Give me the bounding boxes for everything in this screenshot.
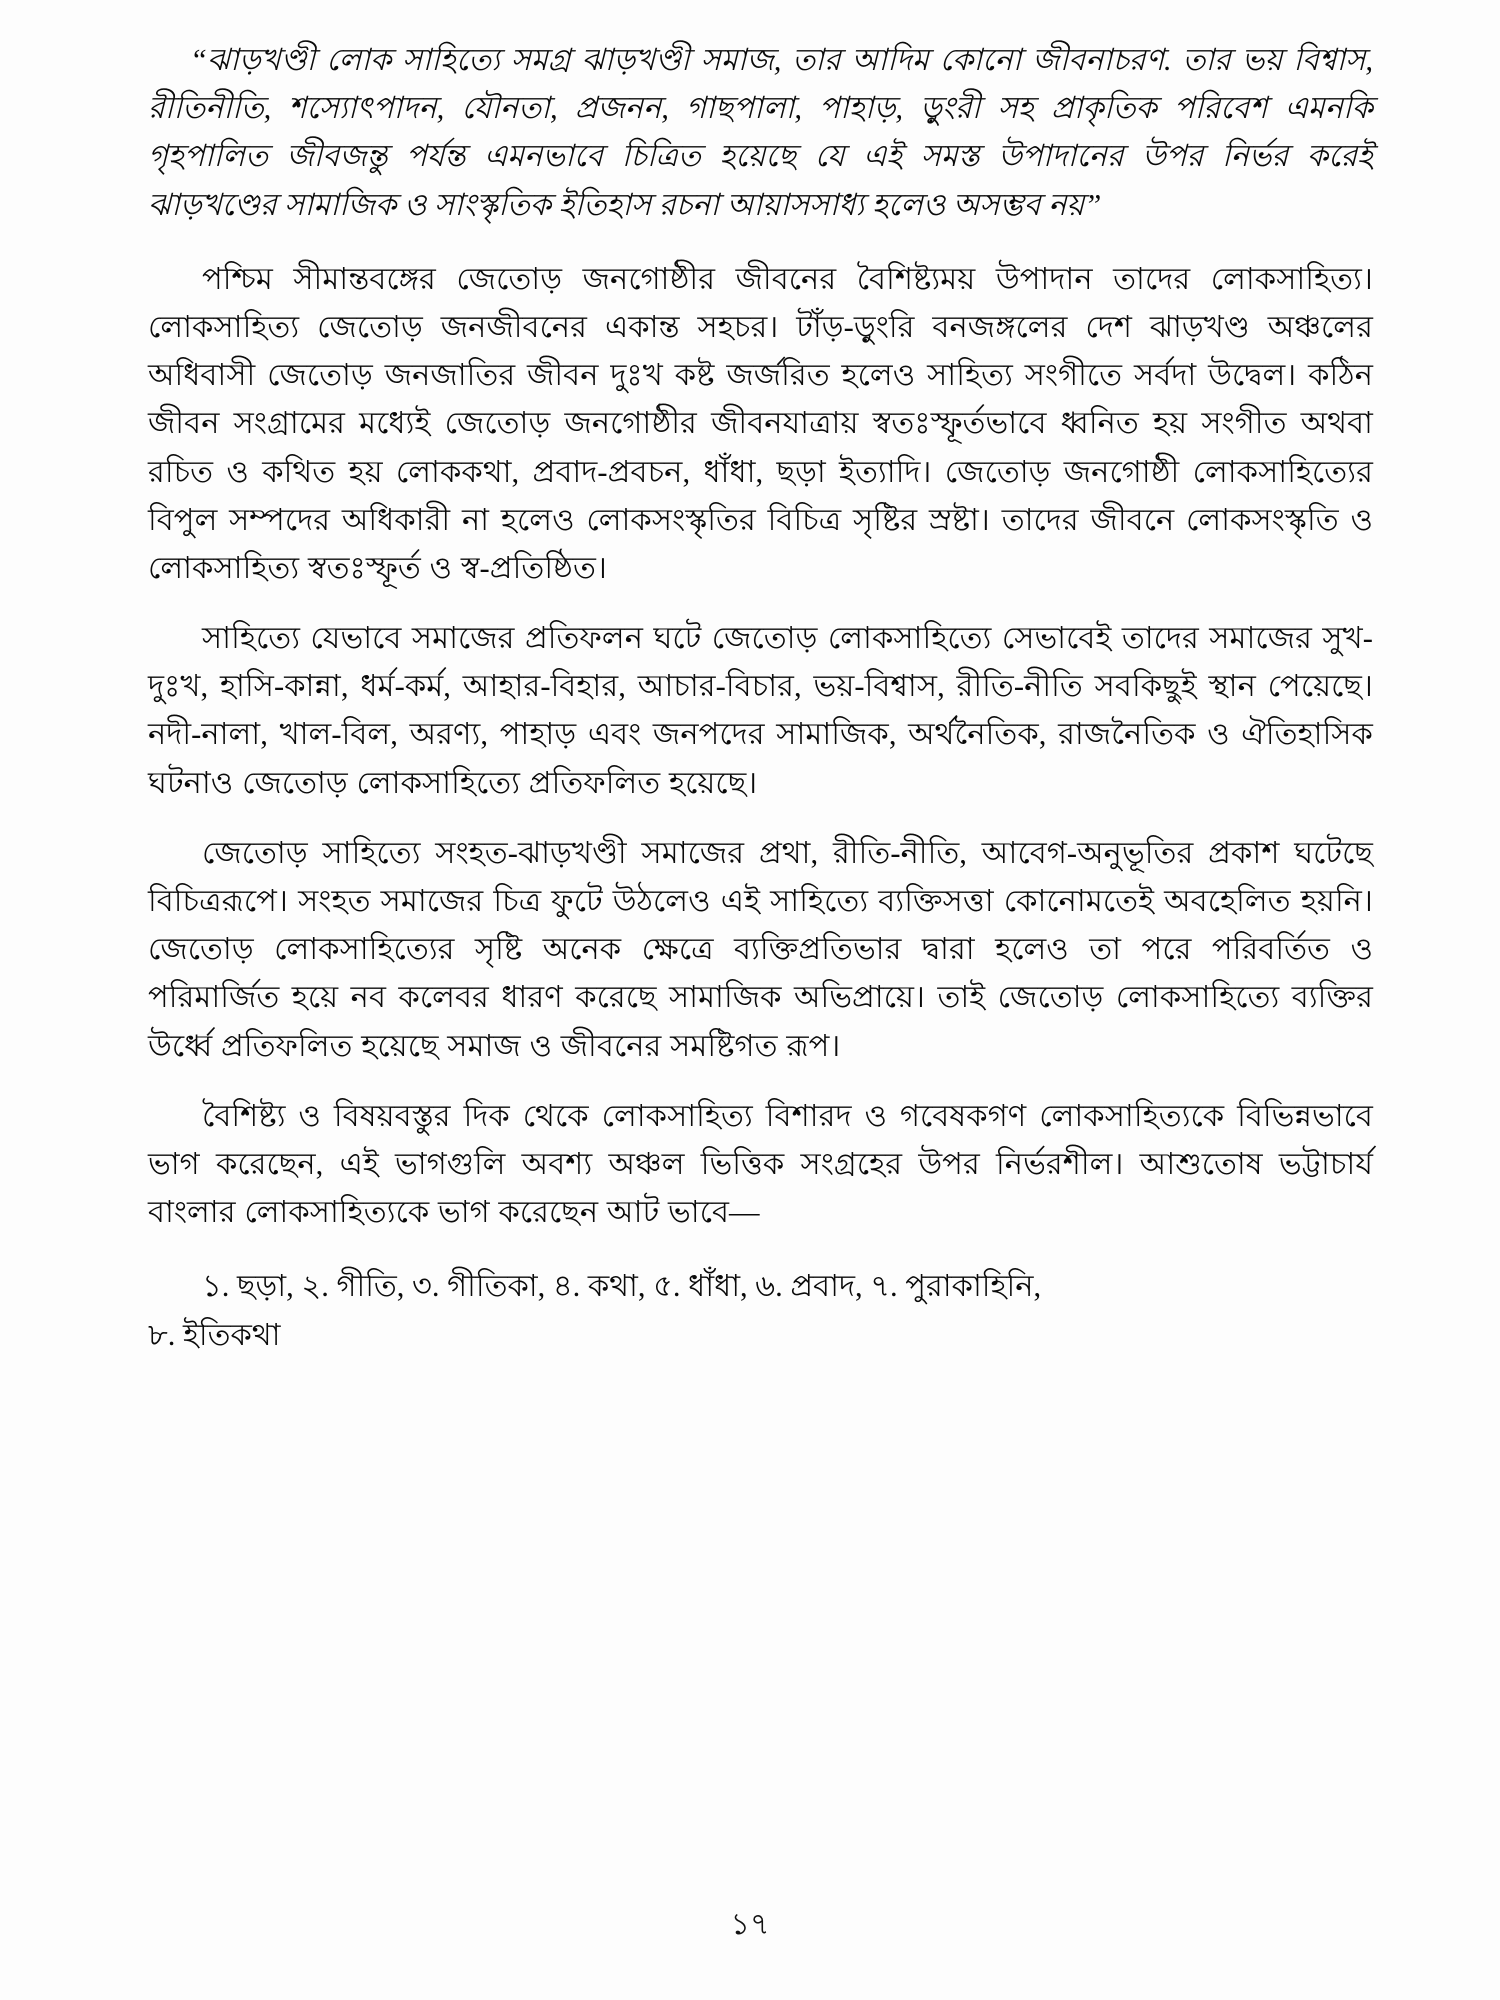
paragraph-4: বৈশিষ্ট্য ও বিষয়বস্তুর দিক থেকে লোকসাহিত্য বিশারদ ও গবেষকগণ লোকসাহিত্যকে বিভিন্নভাবে ভাগ করেছেন, এই ভাগগুলি অবশ্য অঞ্চল ভিত্তিক সংগ্রহের উপর নির্ভরশীল। আশুতোষ ভট্টাচার্য বাংলার লোকসাহিত্যকে ভাগ করেছেন আট ভাবে—	[148, 1098, 1373, 1230]
list-line-2: ৮. ইতিকথা	[148, 1317, 281, 1352]
paragraph-3: জেতোড় সাহিত্যে সংহত-ঝাড়খণ্ডী সমাজের প্রথা, রীতি-নীতি, আবেগ-অনুভূতির প্রকাশ ঘটেছে বিচিত্ররূপে। সংহত সমাজের চিত্র ফুটে উঠলেও এই সাহিত্যে ব্যক্তিসত্তা কোনোমতেই অবহেলিত হয়নি। জেতোড় লোকসাহিত্যের সৃষ্টি অনেক ক্ষেত্রে ব্যক্তিপ্রতিভার দ্বারা হলেও তা পরে পরিবর্তিত ও পরিমার্জিত হয়ে নব কলেবর ধারণ করেছে সামাজিক অভিপ্রায়ে। তাই জেতোড় লোকসাহিত্যে ব্যক্তির উর্ধ্বে প্রতিফলিত হয়েছে সমাজ ও জীবনের সমষ্টিগত রূপ।	[148, 835, 1373, 1063]
page-content	[148, 36, 1373, 1359]
paragraph-1: পশ্চিম সীমান্তবঙ্গের জেতোড় জনগোষ্ঠীর জীবনের বৈশিষ্ট্যময় উপাদান তাদের লোকসাহিত্য। লোকসাহিত্য জেতোড় জনজীবনের একান্ত সহচর। টাঁড়-ড়ুংরি বনজঙ্গলের দেশ ঝাড়খণ্ড অঞ্চলের অধিবাসী জেতোড় জনজাতির জীবন দুঃখ কষ্ট জর্জরিত হলেও সাহিত্য সংগীতে সর্বদা উদ্বেল। কঠিন জীবন সংগ্রামের মধ্যেই জেতোড় জনগোষ্ঠীর জীবনযাত্রায় স্বতঃস্ফূর্তভাবে ধ্বনিত হয় সংগীত অথবা রচিত ও কথিত হয় লোককথা, প্রবাদ-প্রবচন, ধাঁধা, ছড়া ইত্যাদি। জেতোড় জনগোষ্ঠী লোকসাহিত্যের বিপুল সম্পদের অধিকারী না হলেও লোকসংস্কৃতির বিচিত্র সৃষ্টির স্রষ্টা। তাদের জীবনে লোকসংস্কৃতি ও লোকসাহিত্য স্বতঃস্ফূর্ত ও স্ব-প্রতিষ্ঠিত।	[148, 261, 1373, 585]
block-quote: “ঝাড়খণ্ডী লোক সাহিত্যে সমগ্র ঝাড়খণ্ডী সমাজ, তার আদিম কোনো জীবনাচরণ. তার ভয় বিশ্বাস, রীতিনীতি, শস্যোৎপাদন, যৌনতা, প্রজনন, গাছপালা, পাহাড়, ড়ুংরী সহ প্রাকৃতিক পরিবেশ এমনকি গৃহপালিত জীবজন্তু পর্যন্ত এমনভাবে চিত্রিত হয়েছে যে এই সমস্ত উপাদানের উপর নির্ভর করেই ঝাড়খণ্ডের সামাজিক ও সাংস্কৃতিক ইতিহাস রচনা আয়াসসাধ্য হলেও অসম্ভব নয়”	[148, 43, 1373, 222]
paragraph-2: সাহিত্যে যেভাবে সমাজের প্রতিফলন ঘটে জেতোড় লোকসাহিত্যে সেভাবেই তাদের সমাজের সুখ-দুঃখ, হাসি-কান্না, ধর্ম-কর্ম, আহার-বিহার, আচার-বিচার, ভয়-বিশ্বাস, রীতি-নীতি সবকিছুই স্থান পেয়েছে। নদী-নালা, খাল-বিল, অরণ্য, পাহাড় এবং জনপদের সামাজিক, অর্থনৈতিক, রাজনৈতিক ও ঐতিহাসিক ঘটনাও জেতোড় লোকসাহিত্যে প্রতিফলিত হয়েছে।	[148, 621, 1373, 800]
list-line-1: ১. ছড়া, ২. গীতি, ৩. গীতিকা, ৪. কথা, ৫. ধাঁধা, ৬. প্রবাদ, ৭. পুরাকাহিনি,	[202, 1269, 1042, 1304]
page-number: ১৭	[730, 1908, 770, 1941]
